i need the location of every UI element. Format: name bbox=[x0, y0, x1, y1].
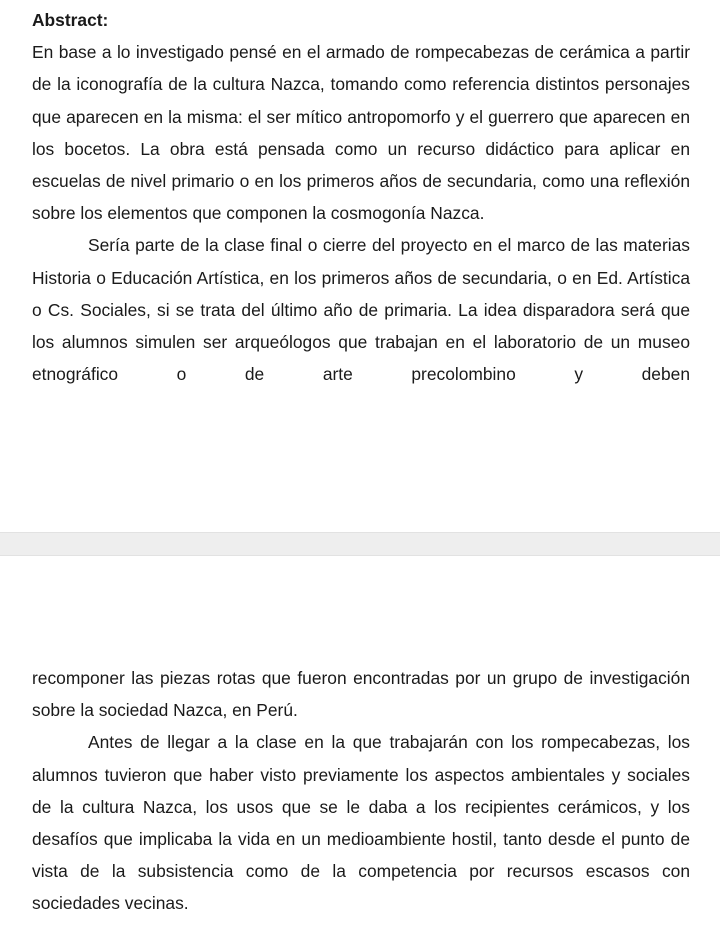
page-separator bbox=[0, 532, 720, 556]
page-1-content bbox=[32, 4, 690, 390]
page-2-content bbox=[32, 662, 690, 920]
page-2-paragraph-2: Antes de llegar a la clase en la que trabajarán con los rompecabezas, los alumnos tuvieron que haber visto previamente los aspectos ambientales y sociales de la cultura Nazca, los usos que se le daba a los recipientes cerámicos, y los desafíos que implicaba la vida en un medioambiente hostil, tanto desde el punto de vista de la subsistencia como de la competencia por recursos escasos con sociedades vecinas. bbox=[32, 732, 690, 914]
page-2-paragraph-1: recomponer las piezas rotas que fueron encontradas por un grupo de investigación sobre la sociedad Nazca, en Perú. bbox=[32, 668, 690, 721]
abstract-paragraph-1: En base a lo investigado pensé en el armado de rompecabezas de cerámica a partir de la iconografía de la cultura Nazca, tomando como referencia distintos personajes que aparecen en la misma: el ser mítico antropomorfo y el guerrero que aparecen en los bocetos. La obra está pensada como un recurso didáctico para aplicar en escuelas de nivel primario o en los primeros años de secundaria, como una reflexión sobre los elementos que componen la cosmogonía Nazca. bbox=[32, 42, 690, 224]
document-page-2 bbox=[0, 556, 720, 933]
abstract-heading: Abstract: bbox=[32, 10, 109, 30]
abstract-paragraph-2: Sería parte de la clase final o cierre del proyecto en el marco de las materias Historia o Educación Artística, en los primeros años de secundaria, o en Ed. Artística o Cs. Sociales, si se trata del último año de primaria. La idea disparadora será que los alumnos simulen ser arqueólogos que trabajan en el laboratorio de un museo etnográfico o de arte precolombino y deben bbox=[32, 235, 690, 385]
